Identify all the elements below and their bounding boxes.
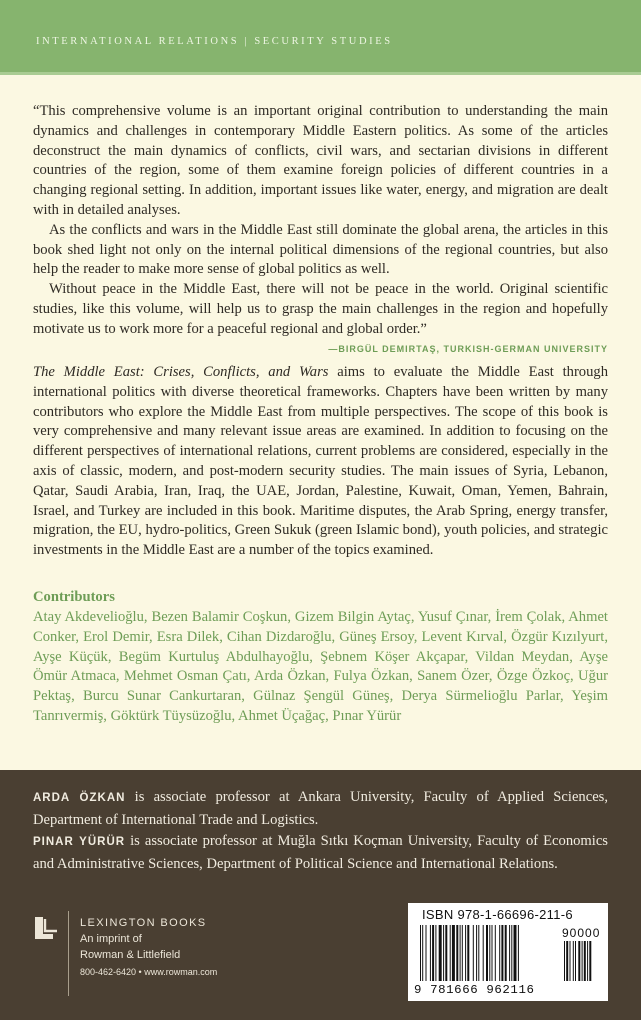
publisher-name: LEXINGTON BOOKS (80, 917, 207, 929)
isbn-label: ISBN 978-1-66696-211-6 (422, 907, 573, 922)
isbn-barcode (408, 903, 608, 1001)
series-label: INTERNATIONAL RELATIONS | SECURITY STUDIES (36, 36, 393, 47)
editor-name-1: ARDA ÖZKAN (33, 792, 126, 804)
publisher-contact: 800-462-6420 • www.rowman.com (80, 967, 218, 977)
publisher-block (80, 915, 217, 981)
author-panel (0, 770, 641, 1020)
praise-quote (33, 102, 608, 359)
editor-bio-text-2: is associate professor at Muğla Sıtkı Koçman University, Faculty of Economics and Administrative Sciences, Department of Political Science and International Relations. (33, 833, 608, 872)
publisher-logo-icon (33, 915, 59, 941)
praise-paragraph-1: “This comprehensive volume is an important original contribution to understanding the main dynamics and challenges in contemporary Middle Eastern politics. As some of the articles deconstruct the main dynamics of conflicts, civil wars, and sectarian divisions in different countries of the region, some of them examine foreign policies of different countries in a changing regional setting. In addition, important issues like water, energy, and migration are dealt with in detailed analyses. (33, 103, 608, 218)
contributors-heading: Contributors (33, 589, 115, 605)
publisher-parent: Rowman & Littlefield (80, 949, 181, 961)
praise-paragraph-3-text: Without peace in the Middle East, there will not be peace in the world. Original scientific studies, like this volume, will help us to grasp the main challenges in the region and hopefully motivate us to work more for a peaceful regional and global order.” (33, 281, 608, 337)
editor-bio-text-1: is associate professor at Ankara University, Faculty of Applied Sciences, Department of International Trade and Logistics. (33, 789, 609, 828)
publisher-divider (68, 911, 69, 996)
praise-attribution: —BIRGÜL DEMIRTAŞ, TURKISH-GERMAN UNIVERSITY (328, 343, 608, 354)
editor-bio-1 (33, 786, 608, 831)
praise-paragraph-2: As the conflicts and wars in the Middle East still dominate the global arena, the articles in this book shed light not only on the internal political dimensions of the regional countries, but also help the reader to make more sense of global politics as well. (33, 221, 608, 278)
series-band (0, 0, 641, 72)
barcode-digits: 9 781666 962116 (414, 983, 535, 997)
editor-name-2: PINAR YÜRÜR (33, 836, 126, 848)
contributors-list: Atay Akdevelioğlu, Bezen Balamir Coşkun, Gizem Bilgin Aytaç, Yusuf Çınar, İrem Çolak, Ahmet Conker, Erol Demir, Esra Dilek, Cihan Dizdaroğlu, Güneş Ersoy, Levent Kırval, Özgür Kızılyurt, Ayşe Küçük, Begüm Kurtuluş Abdulhayoğlu, Şebnem Köşer Akçapar, Vildan Meydan, Ayşe Ömür Atmaca, Mehmet Osman Çatı, Arda Özkan, Fulya Özkan, Sanem Özer, Özge Özkoç, Uğur Pektaş, Burcu Sunar Cankurtaran, Gülnaz Şengül Güneş, Derya Sürmelioğlu Parlar, Yeşim Tanrıvermiş, Göktürk Tüysüzoğlu, Ahmet Üçağaç, Pınar Yürür (33, 609, 608, 724)
band-divider (0, 72, 641, 75)
book-description (33, 363, 608, 561)
description-text: aims to evaluate the Middle East through international politics with diverse theoretical frameworks. Chapters have been written by many contributors who explore the Middle East from multiple perspectives. The scope of this book is very comprehensive and many relevant issue areas are examined. In addition to focusing on the different perspectives of international relations, current problems are considered, especially in the axis of classic, modern, and post-modern security studies. The main issues of Syria, Lebanon, Qatar, Saudi Arabia, Iran, Iraq, the UAE, Jordan, Palestine, Kuwait, Oman, Yemen, Bahrain, Israel, and Turkey are included in this book. Maritime disputes, the Arab Spring, energy transfer, migration, the EU, hydro-politics, Green Sukuk (green Islamic bond), youth policies, and strategic investments in the Middle East are a number of the topics examined. (33, 364, 608, 559)
publisher-imprint-line: An imprint of (80, 933, 142, 945)
price-code: 90000 (562, 926, 601, 940)
editor-bio-2 (33, 830, 608, 875)
book-title: The Middle East: Crises, Conflicts, and Wars (33, 364, 329, 380)
praise-paragraph-3 (33, 280, 608, 354)
